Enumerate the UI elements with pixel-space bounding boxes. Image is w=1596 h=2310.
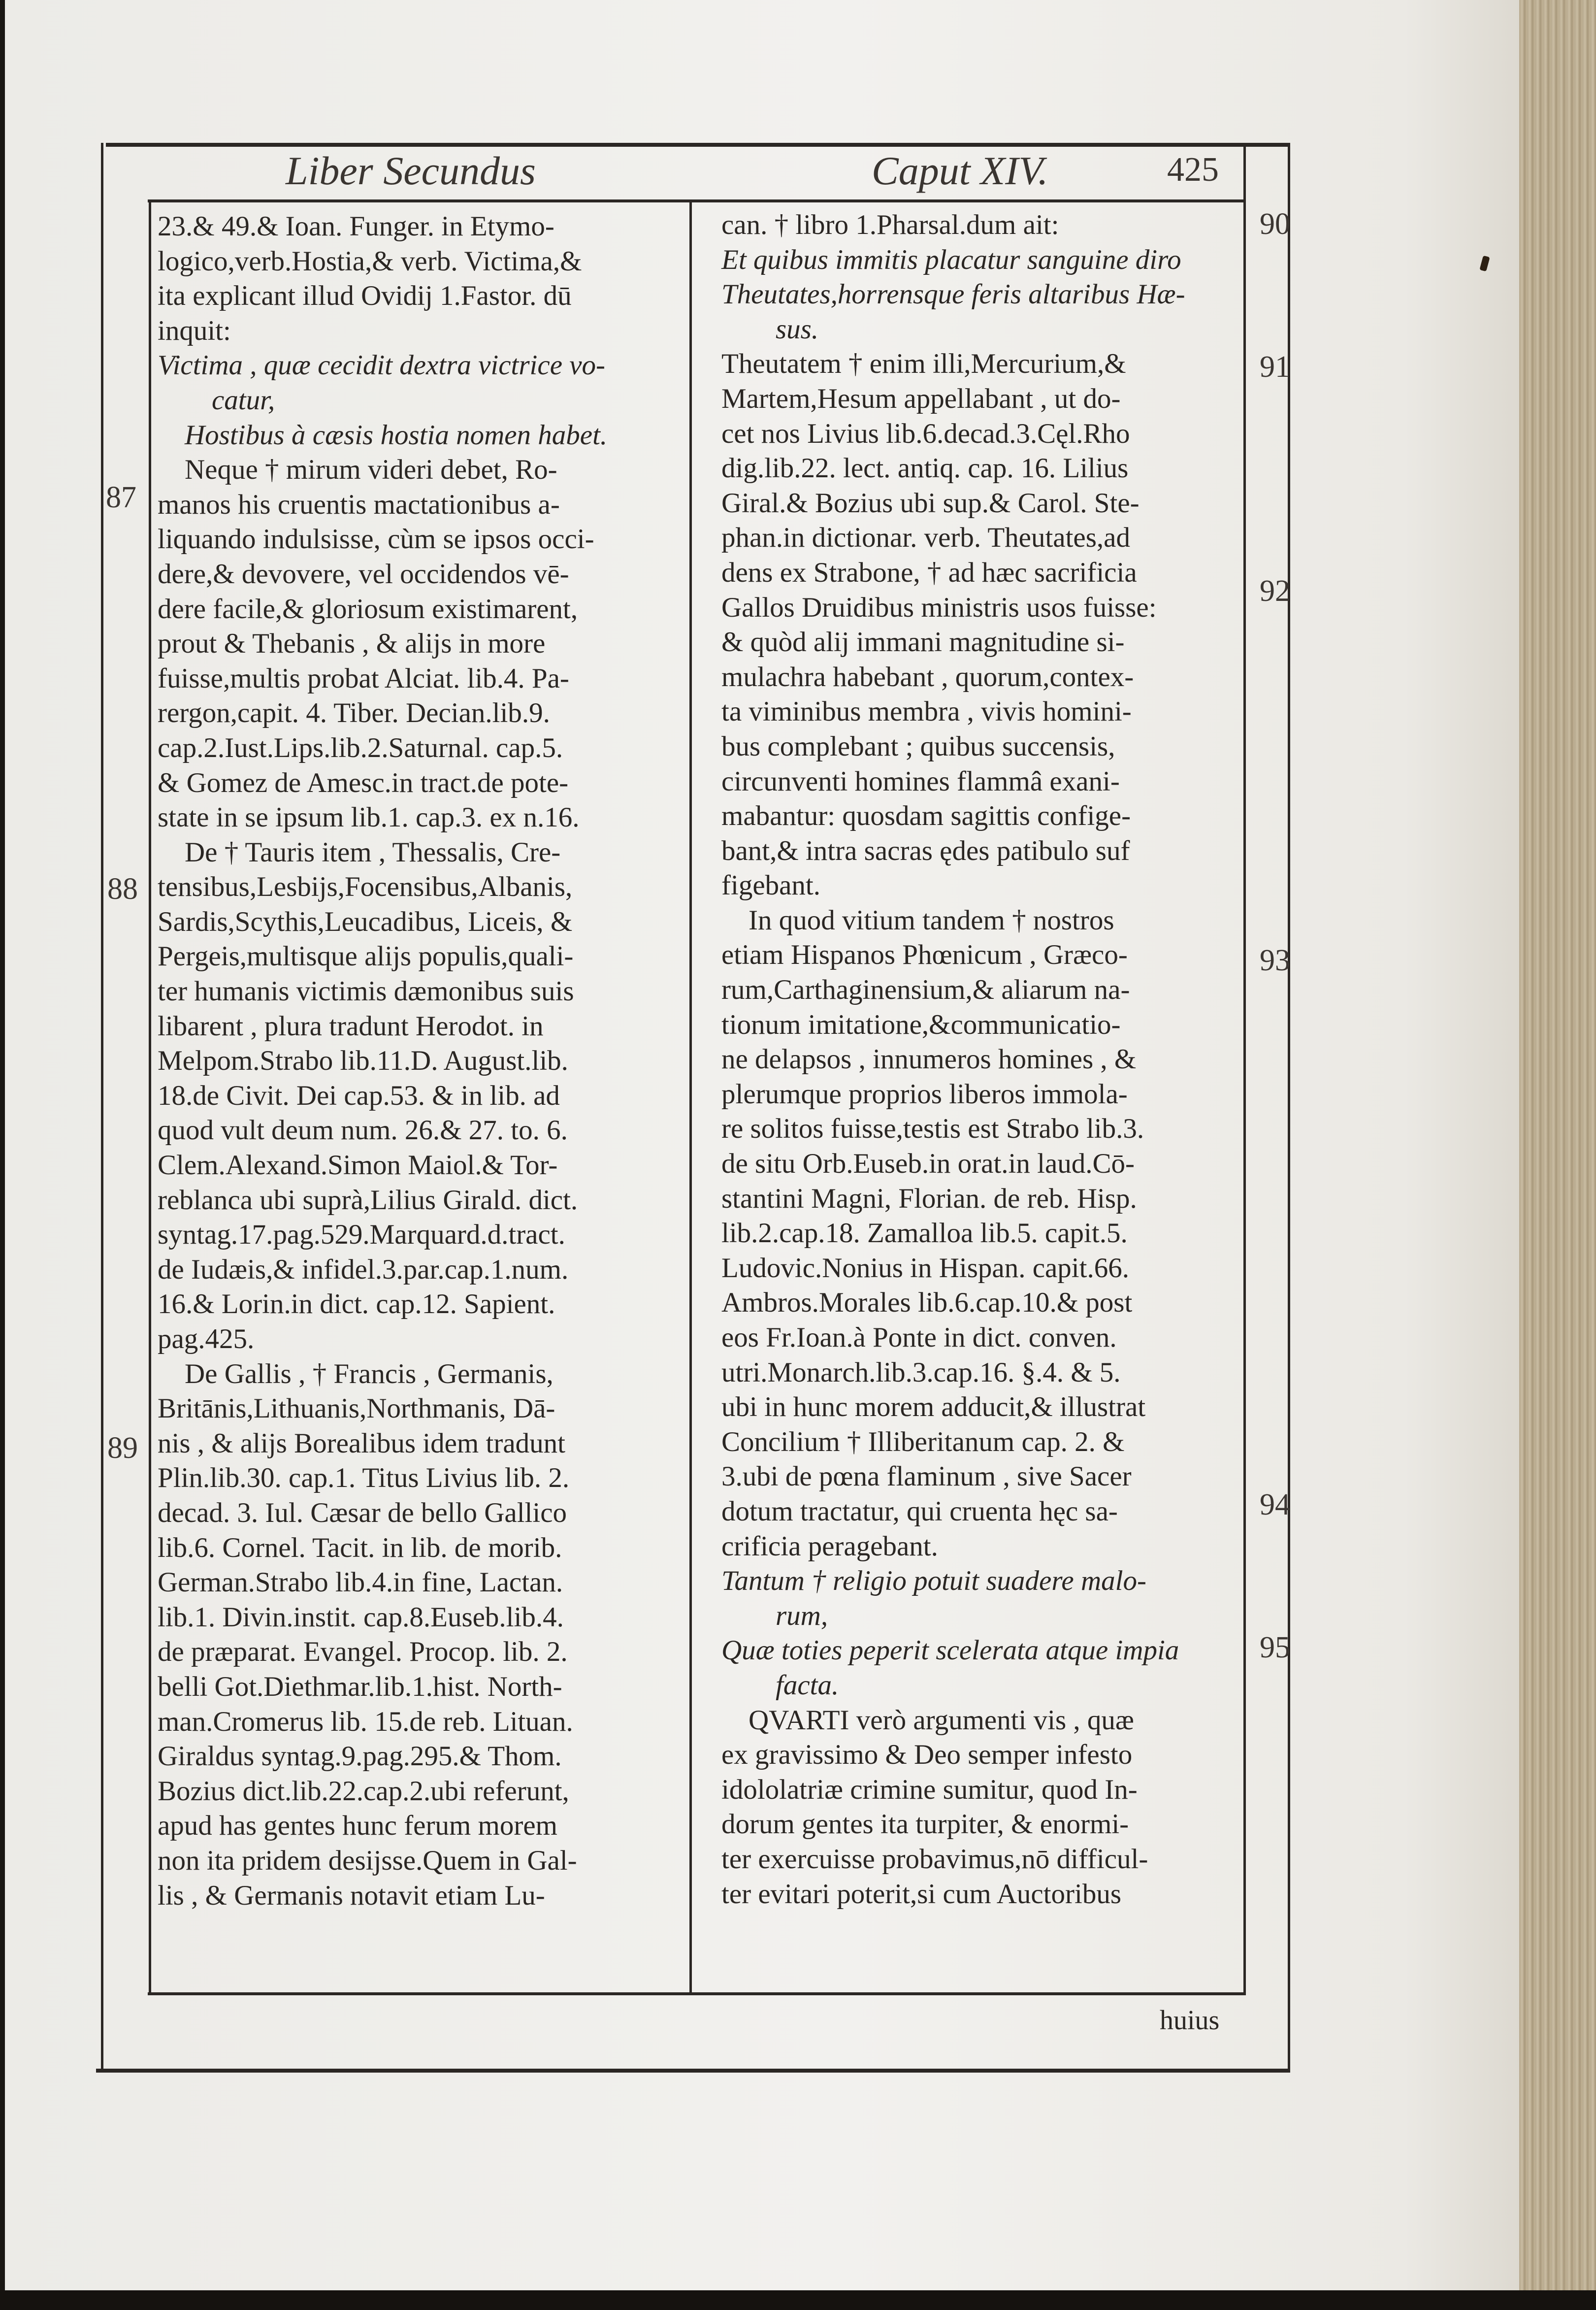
left-col-line: cap.2.Iust.Lips.lib.2.Saturnal. cap.5.	[158, 732, 563, 763]
left-col-rule	[149, 202, 151, 1995]
left-col-line: lib.1. Divin.instit. cap.8.Euseb.lib.4.	[158, 1601, 564, 1633]
right-col-line: rum,	[776, 1600, 828, 1631]
right-col-line: Ambros.Morales lib.6.cap.10.& post	[721, 1287, 1133, 1319]
right-col-line: can. † libro 1.Pharsal.dum ait:	[721, 209, 1059, 240]
margin-number-90: 90	[1260, 207, 1290, 241]
left-col-line: Hostibus à cæsis hostia nomen habet.	[185, 419, 608, 451]
left-col-line: Bozius dict.lib.22.cap.2.ubi referunt,	[158, 1775, 569, 1807]
right-col-line: eos Fr.Ioan.à Ponte in dict. conven.	[721, 1322, 1117, 1353]
right-col-line: Et quibus immitis placatur sanguine diro	[721, 244, 1181, 275]
top-rule	[106, 143, 1290, 147]
right-col-line: circunventi homines flammâ exani-	[721, 765, 1120, 797]
left-col-line: reblanca ubi suprà,Lilius Girald. dict.	[158, 1184, 578, 1216]
left-col-line: 23.& 49.& Ioan. Funger. in Etymo-	[158, 211, 554, 242]
right-col-line: de situ Orb.Euseb.in orat.in laud.Cō-	[721, 1148, 1135, 1180]
left-col-line: tensibus,Lesbijs,Focensibus,Albanis,	[158, 871, 573, 903]
catchword: huius	[1160, 2005, 1220, 2036]
left-col-line: de præparat. Evangel. Procop. lib. 2.	[158, 1636, 568, 1668]
margin-number-89: 89	[107, 1431, 138, 1465]
left-col-line: decad. 3. Iul. Cæsar de bello Gallico	[158, 1497, 567, 1528]
left-col-line: man.Cromerus lib. 15.de reb. Lituan.	[158, 1706, 573, 1737]
left-col-line: liquando indulsisse, cùm se ipsos occi-	[158, 524, 594, 555]
right-col-line: Quæ toties peperit scelerata atque impia	[721, 1635, 1179, 1666]
left-col-line: Giraldus syntag.9.pag.295.& Thom.	[158, 1741, 562, 1772]
left-col-line: 18.de Civit. Dei cap.53. & in lib. ad	[158, 1080, 560, 1111]
center-rule	[689, 202, 692, 1995]
right-col-line: phan.in dictionar. verb. Theutates,ad	[721, 522, 1130, 554]
left-col-line: catur,	[212, 384, 275, 416]
margin-number-87: 87	[106, 481, 136, 514]
left-col-line: quod vult deum num. 26.& 27. to. 6.	[158, 1115, 568, 1146]
right-col-line: In quod vitium tandem † nostros	[749, 904, 1114, 936]
left-col-line: Melpom.Strabo lib.11.D. August.lib.	[158, 1045, 568, 1077]
right-col-line: bant,& intra sacras ędes patibulo suf	[721, 835, 1130, 866]
right-col-line: 3.ubi de pœna flaminum , sive Sacer	[721, 1461, 1132, 1492]
right-frame-rule	[1288, 143, 1290, 2069]
left-col-line: lib.6. Cornel. Tacit. in lib. de morib.	[158, 1532, 562, 1563]
left-col-line: dere facile,& gloriosum existimarent,	[158, 593, 578, 625]
left-col-line: pag.425.	[158, 1323, 255, 1354]
right-col-line: Ludovic.Nonius in Hispan. capit.66.	[721, 1252, 1129, 1284]
running-head-left: Liber Secundus	[286, 148, 536, 193]
left-col-line: ter humanis victimis dæmonibus suis	[158, 976, 574, 1007]
left-col-line: Britānis,Lithuanis,Northmanis, Dā-	[158, 1393, 555, 1424]
running-head-right: Caput XIV.	[872, 148, 1048, 193]
left-col-line: state in se ipsum lib.1. cap.3. ex n.16.	[158, 802, 580, 833]
right-col-line: Concilium † Illiberitanum cap. 2. &	[721, 1426, 1125, 1457]
right-col-line: & quòd alij immani magnitudine si-	[721, 627, 1125, 658]
left-col-line: De Gallis , † Francis , Germanis,	[185, 1358, 554, 1389]
right-col-line: dotum tractatur, qui cruenta hęc sa-	[721, 1495, 1118, 1527]
right-col-line: ne delapsos , innumeros homines , &	[721, 1044, 1137, 1075]
ink-spot	[1479, 256, 1490, 272]
right-col-line: Giral.& Bozius ubi sup.& Carol. Ste-	[721, 487, 1140, 519]
right-col-line: Tantum † religio potuit suadere malo-	[721, 1565, 1146, 1597]
right-col-line: Gallos Druidibus ministris usos fuisse:	[721, 592, 1157, 623]
page-number: 425	[1167, 151, 1219, 189]
margin-number-91: 91	[1260, 350, 1290, 384]
left-col-line: Pergeis,multisque alijs populis,quali-	[158, 941, 574, 972]
left-col-line: & Gomez de Amesc.in tract.de pote-	[158, 767, 569, 798]
margin-number-94: 94	[1260, 1488, 1290, 1521]
left-col-line: prout & Thebanis , & alijs in more	[158, 628, 546, 660]
right-col-line: stantini Magni, Florian. de reb. Hisp.	[721, 1183, 1137, 1214]
left-col-line: inquit:	[158, 315, 231, 346]
right-col-line: Martem,Hesum appellabant , ut do-	[721, 383, 1121, 414]
left-col-line: Sardis,Scythis,Leucadibus, Liceis, &	[158, 906, 573, 937]
right-col-line: dens ex Strabone, † ad hæc sacrificia	[721, 557, 1137, 588]
left-col-line: belli Got.Diethmar.lib.1.hist. North-	[158, 1671, 562, 1702]
right-col-line: dig.lib.22. lect. antiq. cap. 16. Lilius	[721, 453, 1129, 484]
right-col-line: idololatriæ crimine sumitur, quod In-	[721, 1774, 1138, 1805]
right-col-line: ter evitari poterit,si cum Auctoribus	[721, 1878, 1122, 1910]
margin-number-93: 93	[1260, 944, 1290, 977]
left-col-line: manos his cruentis mactationibus a-	[158, 489, 560, 520]
right-col-line: facta.	[776, 1669, 839, 1701]
right-col-line: re solitos fuisse,testis est Strabo lib.3.	[721, 1113, 1144, 1145]
left-frame-rule	[101, 143, 103, 2069]
right-col-line: cet nos Livius lib.6.decad.3.Cęl.Rho	[721, 418, 1130, 449]
right-col-line: tionum imitatione,&communicatio-	[721, 1009, 1121, 1040]
right-col-line: utri.Monarch.lib.3.cap.16. §.4. & 5.	[721, 1356, 1121, 1388]
left-col-line: 16.& Lorin.in dict. cap.12. Sapient.	[158, 1288, 555, 1320]
right-col-line: rum,Carthaginensium,& aliarum na-	[721, 974, 1130, 1006]
left-col-line: Neque † mirum videri debet, Ro-	[185, 454, 557, 486]
left-text-column	[158, 209, 684, 1913]
margin-number-88: 88	[107, 872, 138, 906]
left-col-line: non ita pridem desijsse.Quem in Gal-	[158, 1845, 577, 1876]
right-col-line: bus complebant ; quibus succensis,	[721, 730, 1115, 762]
margin-number-95: 95	[1260, 1631, 1290, 1664]
left-col-line: libarent , plura tradunt Herodot. in	[158, 1010, 544, 1042]
left-col-line: rergon,capit. 4. Tiber. Decian.lib.9.	[158, 697, 550, 729]
left-col-line: dere,& devovere, vel occidendos vē-	[158, 558, 569, 590]
left-col-line: fuisse,multis probat Alciat. lib.4. Pa-	[158, 662, 569, 694]
right-col-line: mabantur: quosdam sagittis confige-	[721, 800, 1131, 832]
bottom-rule-inner	[148, 1992, 1246, 1995]
scan-background	[0, 2290, 1596, 2310]
right-col-line: QVARTI verò argumenti vis , quæ	[749, 1704, 1134, 1736]
right-col-line: sus.	[776, 313, 819, 345]
page-edge-leaves	[1519, 0, 1596, 2290]
left-col-line: apud has gentes hunc ferum morem	[158, 1810, 557, 1842]
left-col-line: Plin.lib.30. cap.1. Titus Livius lib. 2.	[158, 1462, 570, 1494]
right-col-line: ubi in hunc morem adducit,& illustrat	[721, 1391, 1146, 1423]
right-col-line: dorum gentes ita turpiter, & enormi-	[721, 1809, 1129, 1840]
right-col-rule	[1243, 143, 1246, 1995]
right-col-line: ex gravissimo & Deo semper infesto	[721, 1739, 1133, 1771]
right-col-line: ta viminibus membra , vivis homini-	[721, 696, 1132, 727]
left-col-line: nis , & alijs Borealibus idem tradunt	[158, 1427, 565, 1459]
right-col-line: lib.2.cap.18. Zamalloa lib.5. capit.5.	[721, 1218, 1128, 1249]
book-page	[5, 0, 1527, 2290]
right-col-line: figebant.	[721, 870, 821, 901]
right-col-line: Theutatem † enim illi,Mercurium,&	[721, 348, 1126, 380]
right-col-line: crificia peragebant.	[721, 1530, 938, 1562]
left-col-line: ita explicant illud Ovidij 1.Fastor. dū	[158, 280, 572, 312]
right-col-line: mulachra habebant , quorum,contex-	[721, 661, 1134, 693]
right-col-line: ter exercuisse probavimus,nō difficul-	[721, 1843, 1148, 1875]
right-text-column	[721, 208, 1238, 1912]
bottom-rule-outer	[96, 2069, 1290, 2073]
left-col-line: syntag.17.pag.529.Marquard.d.tract.	[158, 1219, 565, 1251]
right-col-line: etiam Hispanos Phœnicum , Græco-	[721, 939, 1128, 971]
left-col-line: de Iudæis,& infidel.3.par.cap.1.num.	[158, 1254, 569, 1285]
left-col-line: German.Strabo lib.4.in fine, Lactan.	[158, 1567, 563, 1598]
left-col-line: logico,verb.Hostia,& verb. Victima,&	[158, 245, 582, 277]
left-col-line: Clem.Alexand.Simon Maiol.& Tor-	[158, 1150, 558, 1181]
left-col-line: Victima , quæ cecidit dextra victrice vo-	[158, 350, 606, 381]
margin-number-92: 92	[1260, 574, 1290, 608]
right-col-line: plerumque proprios liberos immola-	[721, 1078, 1128, 1110]
left-col-line: De † Tauris item , Thessalis, Cre-	[185, 836, 561, 868]
left-col-line: lis , & Germanis notavit etiam Lu-	[158, 1880, 545, 1911]
right-col-line: Theutates,horrensque feris altaribus Hæ-	[721, 279, 1185, 310]
